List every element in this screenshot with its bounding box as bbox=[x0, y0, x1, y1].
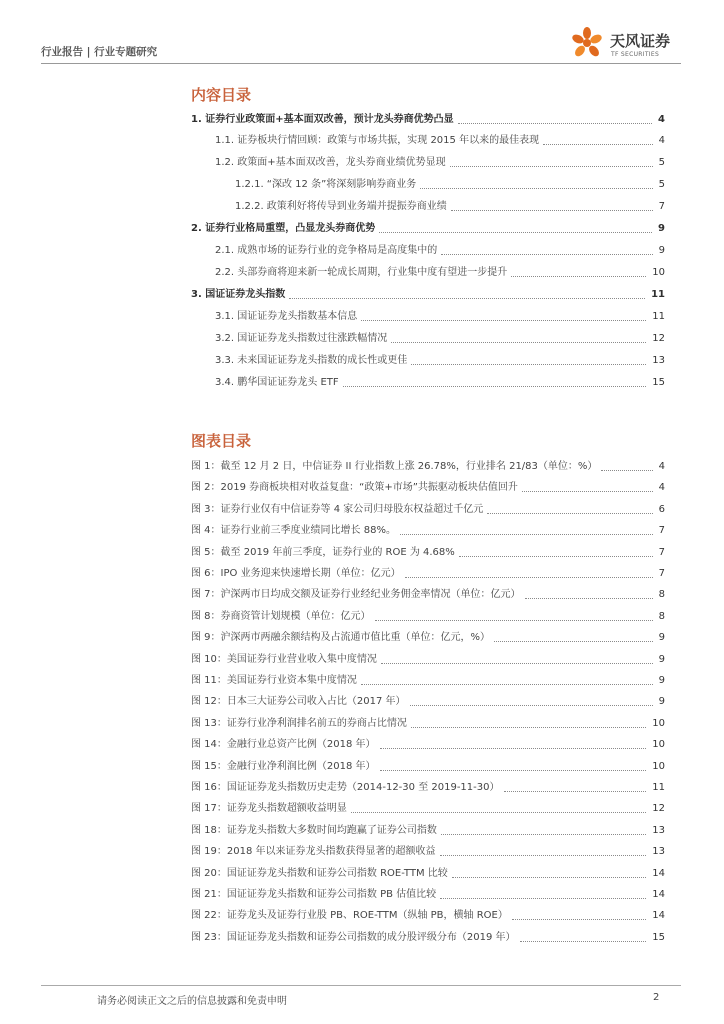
toc-leader-dots bbox=[410, 705, 653, 706]
toc-leader-dots bbox=[379, 232, 652, 233]
toc-entry-label: 图 15：金融行业净利润比例（2018 年） bbox=[191, 759, 378, 775]
logo-chinese-name: 天风证券 bbox=[610, 32, 671, 50]
toc-entry[interactable] bbox=[0, 566, 724, 582]
toc-leader-dots bbox=[361, 684, 653, 685]
toc-entry-label: 图 14：金融行业总资产比例（2018 年） bbox=[191, 737, 378, 753]
toc-entry-label: 图 10：美国证券行业营业收入集中度情况 bbox=[191, 652, 379, 668]
toc-entry[interactable] bbox=[0, 609, 724, 625]
toc-leader-dots bbox=[458, 123, 652, 124]
toc-entry[interactable] bbox=[0, 459, 724, 475]
toc-entry-page: 10 bbox=[650, 265, 665, 281]
footer-disclaimer: 请务必阅读正文之后的信息披露和免责申明 bbox=[97, 996, 287, 1007]
toc-entry-label: 图 4：证券行业前三季度业绩同比增长 88%。 bbox=[191, 523, 398, 539]
toc-leader-dots bbox=[441, 834, 646, 835]
toc-leader-dots bbox=[381, 663, 653, 664]
company-logo bbox=[567, 22, 697, 64]
toc-entry[interactable] bbox=[0, 887, 724, 903]
toc-entry-page: 12 bbox=[650, 331, 665, 347]
toc-entry-page: 9 bbox=[656, 221, 665, 237]
toc-entry-page: 4 bbox=[657, 133, 665, 149]
toc-leader-dots bbox=[375, 620, 653, 621]
toc-leader-dots bbox=[522, 491, 653, 492]
toc-entry-label: 图 18：证券龙头指数大多数时间均跑赢了证券公司指数 bbox=[191, 823, 439, 839]
toc-entry-label: 1.2. 政策面+基本面双改善，龙头券商业绩优势显现 bbox=[215, 155, 448, 171]
toc-entry-label: 图 1：截至 12 月 2 日，中信证券 II 行业指数上涨 26.78%，行业排名 21/83（单位：%） bbox=[191, 459, 599, 475]
toc-entry-label: 图 2：2019 券商板块相对收益复盘：“政策+市场”共振驱动板块估值回升 bbox=[191, 480, 520, 496]
logo-english-name: TF SECURITIES bbox=[611, 51, 660, 58]
toc-entry-label: 图 21：国证证券龙头指数和证券公司指数 PB 估值比较 bbox=[191, 887, 438, 903]
toc-entry[interactable] bbox=[0, 221, 724, 237]
toc-entry-label: 2.1. 成熟市场的证券行业的竞争格局是高度集中的 bbox=[215, 243, 439, 259]
toc-entry-page: 7 bbox=[657, 545, 665, 561]
toc-leader-dots bbox=[450, 166, 653, 167]
toc-entry[interactable] bbox=[0, 155, 724, 171]
toc-leader-dots bbox=[411, 364, 646, 365]
toc-entry-label: 图 9：沪深两市两融余额结构及占流通市值比重（单位：亿元，%） bbox=[191, 630, 492, 646]
toc-entry[interactable] bbox=[0, 716, 724, 732]
toc-leader-dots bbox=[440, 898, 646, 899]
toc-entry-page: 8 bbox=[657, 609, 665, 625]
toc-entry-label: 图 22：证券龙头及证券行业股 PB、ROE-TTM（纵轴 PB，横轴 ROE） bbox=[191, 908, 510, 924]
toc-entry-label: 图 12：日本三大证券公司收入占比（2017 年） bbox=[191, 694, 408, 710]
toc-entry-label: 图 3：证券行业仅有中信证券等 4 家公司归母股东权益超过千亿元 bbox=[191, 502, 485, 518]
toc-leader-dots bbox=[487, 513, 652, 514]
toc-leader-dots bbox=[525, 598, 653, 599]
toc-leader-dots bbox=[504, 791, 647, 792]
toc-leader-dots bbox=[343, 386, 647, 387]
toc-entry[interactable] bbox=[0, 199, 724, 215]
toc-leader-dots bbox=[601, 470, 652, 471]
toc-entry[interactable] bbox=[0, 177, 724, 193]
toc-entry-label: 3.2. 国证证券龙头指数过往涨跌幅情况 bbox=[215, 331, 389, 347]
toc-entry-label: 3. 国证证券龙头指数 bbox=[191, 287, 287, 303]
toc-entry-label: 2.2. 头部券商将迎来新一轮成长周期，行业集中度有望进一步提升 bbox=[215, 265, 509, 281]
toc-leader-dots bbox=[289, 298, 645, 299]
toc-entry-page: 14 bbox=[650, 887, 665, 903]
toc-entry-page: 6 bbox=[657, 502, 665, 518]
toc-entry-page: 14 bbox=[650, 866, 665, 882]
toc-leader-dots bbox=[391, 342, 646, 343]
toc-leader-dots bbox=[420, 188, 652, 189]
toc-entry[interactable] bbox=[0, 652, 724, 668]
toc-entry-page: 15 bbox=[650, 375, 665, 391]
toc-entry-page: 15 bbox=[650, 930, 665, 946]
toc-entry-label: 图 11：美国证券行业资本集中度情况 bbox=[191, 673, 359, 689]
toc-entry-page: 4 bbox=[657, 459, 665, 475]
toc-entry[interactable] bbox=[0, 866, 724, 882]
toc-leader-dots bbox=[511, 276, 646, 277]
toc-entry-label: 图 8：券商资管计划规模（单位：亿元） bbox=[191, 609, 373, 625]
toc-entry-label: 3.4. 鹏华国证证券龙头 ETF bbox=[215, 375, 341, 391]
toc-entry[interactable] bbox=[0, 112, 724, 128]
toc-entry-page: 9 bbox=[657, 243, 665, 259]
report-category: 行业报告 | 行业专题研究 bbox=[41, 46, 158, 58]
toc-entry-page: 4 bbox=[657, 480, 665, 496]
header-divider bbox=[41, 63, 681, 64]
toc-entry-page: 7 bbox=[657, 566, 665, 582]
toc-entry[interactable] bbox=[0, 780, 724, 796]
toc-entry[interactable] bbox=[0, 331, 724, 347]
toc-entry-label: 1.2.2. 政策利好将传导到业务端并提振券商业绩 bbox=[235, 199, 449, 215]
toc-entry-label: 1.1. 证券板块行情回顾：政策与市场共振，实现 2015 年以来的最佳表现 bbox=[215, 133, 541, 149]
toc-entry[interactable] bbox=[0, 908, 724, 924]
toc-entry-page: 9 bbox=[657, 652, 665, 668]
toc-entry-label: 1. 证券行业政策面+基本面双改善，预计龙头券商优势凸显 bbox=[191, 112, 456, 128]
toc-entry[interactable] bbox=[0, 694, 724, 710]
toc-leader-dots bbox=[451, 210, 653, 211]
toc-entry-label: 3.3. 未来国证证券龙头指数的成长性或更佳 bbox=[215, 353, 409, 369]
toc-entry-label: 图 17：证券龙头指数超额收益明显 bbox=[191, 801, 349, 817]
toc-entry-label: 3.1. 国证证券龙头指数基本信息 bbox=[215, 309, 359, 325]
toc-entry-page: 10 bbox=[650, 737, 665, 753]
toc-entry-page: 13 bbox=[650, 823, 665, 839]
toc-entry[interactable] bbox=[0, 673, 724, 689]
toc-entry-page: 9 bbox=[657, 673, 665, 689]
toc-entry-page: 7 bbox=[657, 523, 665, 539]
logo-flower-icon bbox=[567, 22, 609, 64]
footer-divider bbox=[41, 985, 681, 986]
toc-leader-dots bbox=[400, 534, 653, 535]
toc-entry-label: 图 23：国证证券龙头指数和证券公司指数的成分股评级分布（2019 年） bbox=[191, 930, 518, 946]
toc-leader-dots bbox=[351, 812, 646, 813]
toc-entry-page: 11 bbox=[650, 309, 665, 325]
toc-entry[interactable] bbox=[0, 630, 724, 646]
toc-entry[interactable] bbox=[0, 265, 724, 281]
toc-entry[interactable] bbox=[0, 930, 724, 946]
toc-leader-dots bbox=[459, 556, 653, 557]
toc-entry-label: 图 6：IPO 业务迎来快速增长期（单位：亿元） bbox=[191, 566, 403, 582]
toc-entry[interactable] bbox=[0, 375, 724, 391]
toc-entry[interactable] bbox=[0, 737, 724, 753]
figures-title: 图表目录 bbox=[191, 432, 252, 450]
toc-leader-dots bbox=[494, 641, 653, 642]
toc-leader-dots bbox=[440, 855, 647, 856]
toc-entry-page: 10 bbox=[650, 759, 665, 775]
toc-entry-page: 9 bbox=[657, 630, 665, 646]
toc-entry[interactable] bbox=[0, 309, 724, 325]
toc-entry-label: 图 19：2018 年以来证券龙头指数获得显著的超额收益 bbox=[191, 844, 438, 860]
toc-leader-dots bbox=[405, 577, 653, 578]
contents-title: 内容目录 bbox=[191, 86, 252, 104]
toc-entry-page: 7 bbox=[657, 199, 665, 215]
toc-entry[interactable] bbox=[0, 502, 724, 518]
toc-entry-page: 11 bbox=[649, 287, 665, 303]
toc-leader-dots bbox=[543, 144, 653, 145]
toc-entry-page: 14 bbox=[650, 908, 665, 924]
toc-entry[interactable] bbox=[0, 801, 724, 817]
toc-entry-page: 13 bbox=[650, 844, 665, 860]
toc-leader-dots bbox=[441, 254, 652, 255]
toc-entry[interactable] bbox=[0, 759, 724, 775]
toc-entry[interactable] bbox=[0, 587, 724, 603]
toc-entry[interactable] bbox=[0, 243, 724, 259]
toc-entry-label: 图 16：国证证券龙头指数历史走势（2014-12-30 至 2019-11-30） bbox=[191, 780, 502, 796]
toc-entry[interactable] bbox=[0, 353, 724, 369]
toc-entry-page: 5 bbox=[657, 177, 665, 193]
toc-entry[interactable] bbox=[0, 133, 724, 149]
toc-leader-dots bbox=[361, 320, 646, 321]
toc-entry-label: 图 7：沪深两市日均成交额及证券行业经纪业务佣金率情况（单位：亿元） bbox=[191, 587, 523, 603]
toc-entry[interactable] bbox=[0, 287, 724, 303]
toc-entry-page: 8 bbox=[657, 587, 665, 603]
toc-entry-label: 图 5：截至 2019 年前三季度，证券行业的 ROE 为 4.68% bbox=[191, 545, 457, 561]
toc-leader-dots bbox=[380, 770, 647, 771]
page-number: 2 bbox=[653, 992, 660, 1003]
toc-entry-label: 2. 证券行业格局重塑，凸显龙头券商优势 bbox=[191, 221, 377, 237]
toc-entry-page: 9 bbox=[657, 694, 665, 710]
toc-entry[interactable] bbox=[0, 523, 724, 539]
toc-entry-page: 4 bbox=[656, 112, 665, 128]
toc-entry-page: 12 bbox=[650, 801, 665, 817]
toc-entry-label: 图 20：国证证券龙头指数和证券公司指数 ROE-TTM 比较 bbox=[191, 866, 450, 882]
toc-entry-page: 5 bbox=[657, 155, 665, 171]
toc-entry-page: 13 bbox=[650, 353, 665, 369]
toc-entry[interactable] bbox=[0, 844, 724, 860]
toc-entry[interactable] bbox=[0, 480, 724, 496]
toc-leader-dots bbox=[452, 877, 647, 878]
toc-leader-dots bbox=[380, 748, 647, 749]
toc-leader-dots bbox=[411, 727, 646, 728]
toc-entry[interactable] bbox=[0, 823, 724, 839]
toc-entry-label: 图 13：证券行业净利润排名前五的券商占比情况 bbox=[191, 716, 409, 732]
toc-entry-page: 11 bbox=[650, 780, 665, 796]
toc-leader-dots bbox=[520, 941, 647, 942]
toc-entry-page: 10 bbox=[650, 716, 665, 732]
toc-entry-label: 1.2.1. “深改 12 条”将深刻影响券商业务 bbox=[235, 177, 418, 193]
toc-entry[interactable] bbox=[0, 545, 724, 561]
toc-leader-dots bbox=[512, 919, 646, 920]
